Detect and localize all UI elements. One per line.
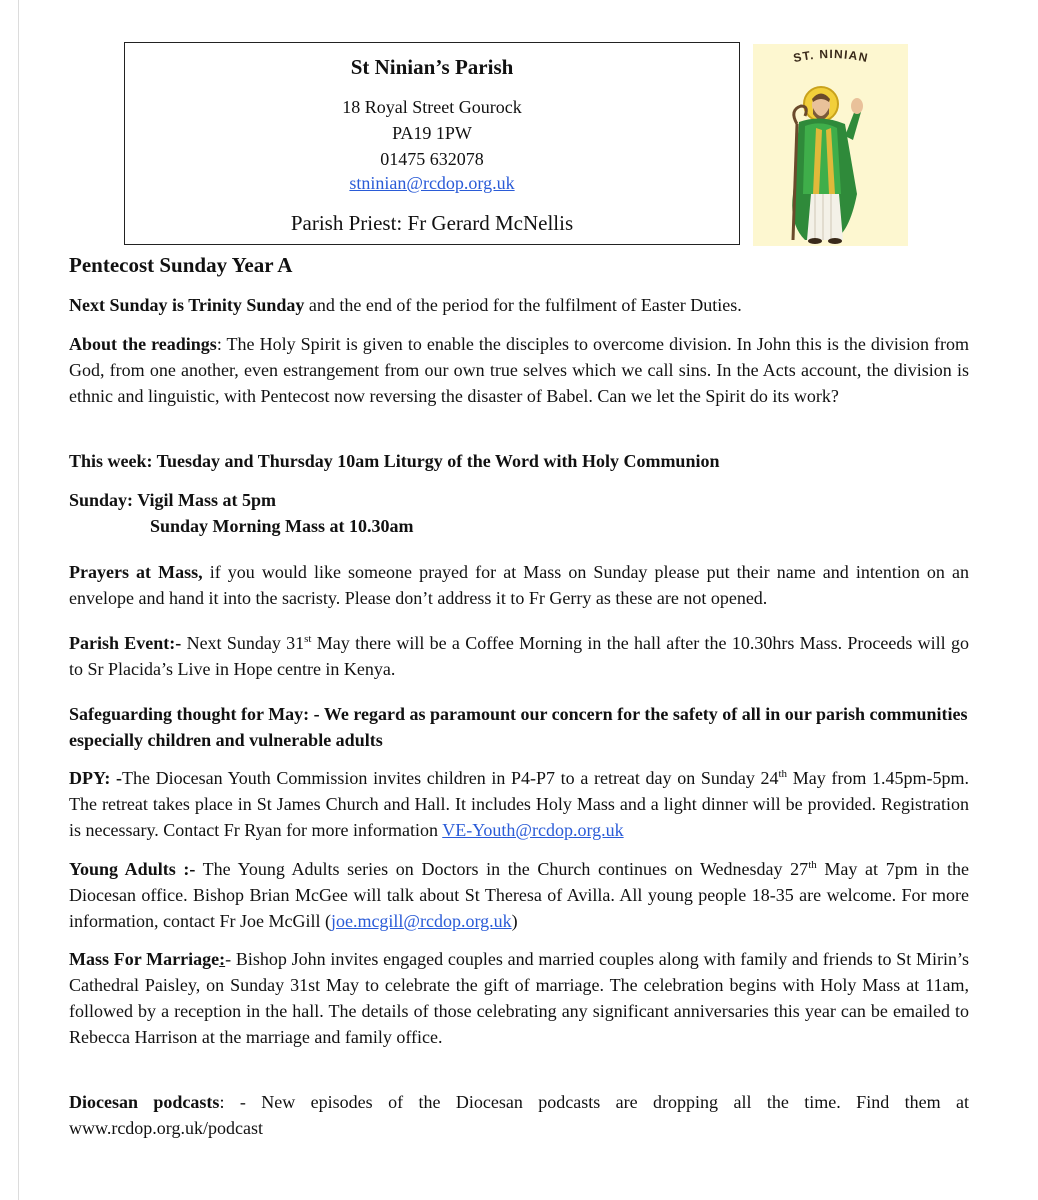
dpy-paragraph <box>69 765 969 843</box>
dpy-email-link[interactable]: VE-Youth@rcdop.org.uk <box>442 820 624 840</box>
svg-text:ST. NINIAN <box>792 47 870 65</box>
parish-event-text-a: Next Sunday 31 <box>181 633 305 653</box>
young-adults-text-a: The Young Adults series on Doctors in the Church continues on Wednesday 27 <box>195 859 809 879</box>
podcasts-paragraph <box>69 1089 969 1141</box>
address-postcode: PA19 1PW <box>392 123 472 143</box>
sunday-morning: Sunday Morning Mass at 10.30am <box>150 516 414 536</box>
marriage-paragraph <box>69 946 969 1050</box>
email-line <box>125 171 739 195</box>
parish-header-box <box>124 42 740 245</box>
parish-name: St Ninian’s Parish <box>350 55 514 79</box>
safeguarding-paragraph: Safeguarding thought for May: - We regard as paramount our concern for the safety of all in our parish communities especially children and vulnerable adults <box>69 704 968 750</box>
podcasts-text: : - New episodes of the Diocesan podcasts are dropping all the time. Find them at www.rcdop.org.uk/podcast <box>69 1092 970 1138</box>
young-adults-email-link[interactable]: joe.mcgill@rcdop.org.uk <box>330 911 512 931</box>
young-adults-sup: th <box>808 859 817 871</box>
parish-email-link[interactable]: stninian@rcdop.org.uk <box>349 173 515 193</box>
st-ninian-illustration <box>753 44 908 246</box>
prayers-text: if you would like someone prayed for at Mass on Sunday please put their name and intention on an envelope and hand it into the sacristy. Please don’t address it to Fr Gerry as these are not opened. <box>69 562 969 608</box>
readings-paragraph <box>69 331 969 409</box>
phone-number: 01475 632078 <box>380 149 484 169</box>
sunday-vigil: Sunday: Vigil Mass at 5pm <box>69 490 277 510</box>
young-adults-text-end: ) <box>511 911 518 931</box>
podcasts-lead: Diocesan podcasts <box>69 1092 220 1112</box>
marriage-lead: Mass For Marriage <box>69 949 220 969</box>
dpy-text-b: May from 1.45pm-5pm. The retreat takes place in St James Church and Hall. It includes Holy Mass and a light dinner will be provided. Registration is necessary. Contact Fr Ryan for more information <box>69 768 969 840</box>
next-sunday-text: and the end of the period for the fulfilment of Easter Duties. <box>304 295 742 315</box>
marriage-lead-colon: : <box>219 949 226 969</box>
dpy-sup: th <box>778 768 788 780</box>
marriage-text: - Bishop John invites engaged couples and married couples along with family and friends to St Mirin’s Cathedral Paisley, on Sunday 31st May to celebrate the gift of marriage. The celebration begins with Holy Mass at 11am, followed by a reception in the hall. The details of those celebrating any significant anniversaries this year can be emailed to Rebecca Harrison at the marriage and family office. <box>69 949 969 1047</box>
parish-event-lead: Parish Event:- <box>69 633 182 653</box>
young-adults-paragraph <box>69 856 969 934</box>
young-adults-text-b: May at 7pm in the Diocesan office. Bishop Brian McGee will talk about St Theresa of Avilla. All young people 18-35 are welcome. For more information, contact Fr Joe McGill ( <box>69 859 969 931</box>
readings-text: : The Holy Spirit is given to enable the disciples to overcome division. In John this is the division from God, from one another, even estrangement from our own true selves which we call sins. In the Acts account, the division is ethnic and linguistic, with Pentecost now reversing the disaster of Babel. Can we let the Spirit do its work? <box>69 334 969 406</box>
st-ninian-image <box>753 44 908 246</box>
parish-event-text-b: May there will be a Coffee Morning in the hall after the 10.30hrs Mass. Proceeds will go to Sr Placida’s Live in Hope centre in Kenya. <box>69 633 969 679</box>
readings-lead: About the readings <box>69 334 217 354</box>
parish-priest: Parish Priest: Fr Gerard McNellis <box>290 211 574 235</box>
young-adults-lead: Young Adults :- <box>69 859 196 879</box>
dpy-text-a: The Diocesan Youth Commission invites children in P4-P7 to a retreat day on Sunday 24 <box>121 768 779 788</box>
prayers-lead: Prayers at Mass, <box>69 562 203 582</box>
prayers-paragraph <box>69 559 969 611</box>
sunday-masses <box>69 487 969 539</box>
parish-event-sup: st <box>304 633 312 645</box>
next-sunday-lead: Next Sunday is Trinity Sunday <box>69 295 305 315</box>
dpy-lead: DPY: - <box>69 768 122 788</box>
page-title: Pentecost Sunday Year A <box>69 253 293 277</box>
parish-event-paragraph <box>69 630 969 682</box>
next-sunday-paragraph <box>69 292 969 318</box>
page-edge-rule <box>18 0 19 1200</box>
address-street: 18 Royal Street Gourock <box>342 97 522 117</box>
saint-caption: ST. NINIAN <box>792 46 870 66</box>
this-week-paragraph: This week: Tuesday and Thursday 10am Liturgy of the Word with Holy Communion <box>69 451 720 471</box>
